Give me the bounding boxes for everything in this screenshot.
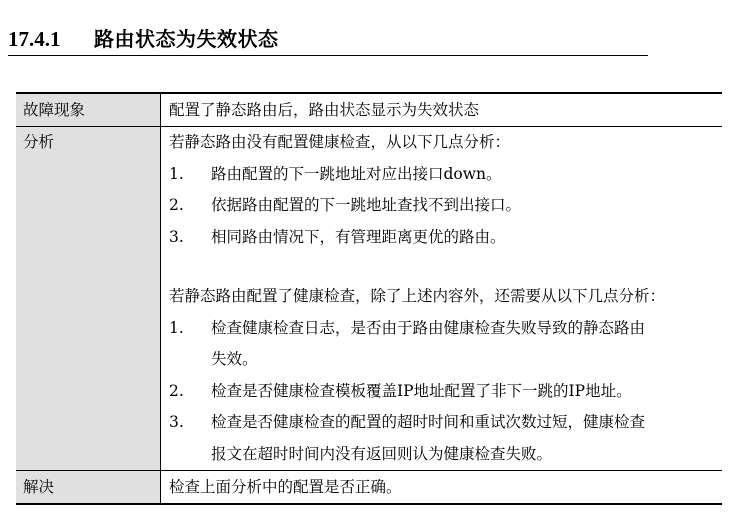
list-item-line: 依据路由配置的下一跳地址查找不到出接口。	[211, 196, 522, 214]
list-item-number: 3.	[169, 227, 184, 246]
list-item-number: 2.	[169, 381, 184, 400]
section-heading	[8, 26, 648, 56]
analysis-intro-2: 若静态路由配置了健康检查，除了上述内容外，还需要从以下几点分析：	[169, 287, 666, 305]
list-item-line: 失效。	[211, 350, 258, 368]
analysis-intro-1: 若静态路由没有配置健康检查，从以下几点分析：	[169, 133, 511, 151]
blank-spacer	[169, 253, 722, 281]
fault-table	[16, 92, 722, 505]
list-item-text	[211, 190, 722, 222]
list-item-text	[211, 376, 722, 408]
row-content-symptom: 配置了静态路由后，路由状态显示为失效状态	[161, 93, 723, 127]
row-content-analysis	[161, 127, 723, 471]
list-item	[169, 159, 722, 191]
list-item-number: 1.	[169, 164, 184, 183]
table-row-solution	[16, 471, 722, 505]
list-item	[169, 376, 722, 408]
list-item	[169, 190, 722, 222]
analysis-list-2	[169, 313, 722, 471]
list-item-number: 2.	[169, 196, 184, 214]
section-title: 路由状态为失效状态	[94, 27, 279, 51]
list-item	[169, 313, 722, 376]
list-item-text	[211, 159, 722, 191]
list-item-line: 报文在超时时间内没有返回则认为健康检查失败。	[211, 444, 553, 463]
list-item	[169, 222, 722, 254]
list-item-text	[211, 313, 722, 376]
list-item-number: 1.	[169, 318, 184, 337]
list-item-text	[211, 222, 722, 254]
row-label-analysis: 分析	[16, 127, 161, 471]
list-item-line: 路由配置的下一跳地址对应出接口down。	[211, 164, 502, 183]
row-label-solution: 解决	[16, 471, 161, 505]
list-item	[169, 407, 722, 470]
list-item-text	[211, 407, 722, 470]
analysis-list-1	[169, 159, 722, 254]
list-item-line: 相同路由情况下，有管理距离更优的路由。	[211, 227, 506, 246]
row-content-solution: 检查上面分析中的配置是否正确。	[161, 471, 723, 505]
section-number: 17.4.1	[8, 27, 61, 51]
list-item-line: 检查健康检查日志，是否由于路由健康检查失败导致的静态路由	[211, 318, 646, 337]
list-item-line: 检查是否健康检查模板覆盖IP地址配置了非下一跳的IP地址。	[211, 381, 632, 400]
table-row-analysis	[16, 127, 722, 471]
list-item-line: 检查是否健康检查的配置的超时时间和重试次数过短，健康检查	[211, 413, 646, 431]
list-item-number: 3.	[169, 413, 184, 431]
table-row-symptom	[16, 93, 722, 127]
row-label-symptom: 故障现象	[16, 93, 161, 127]
